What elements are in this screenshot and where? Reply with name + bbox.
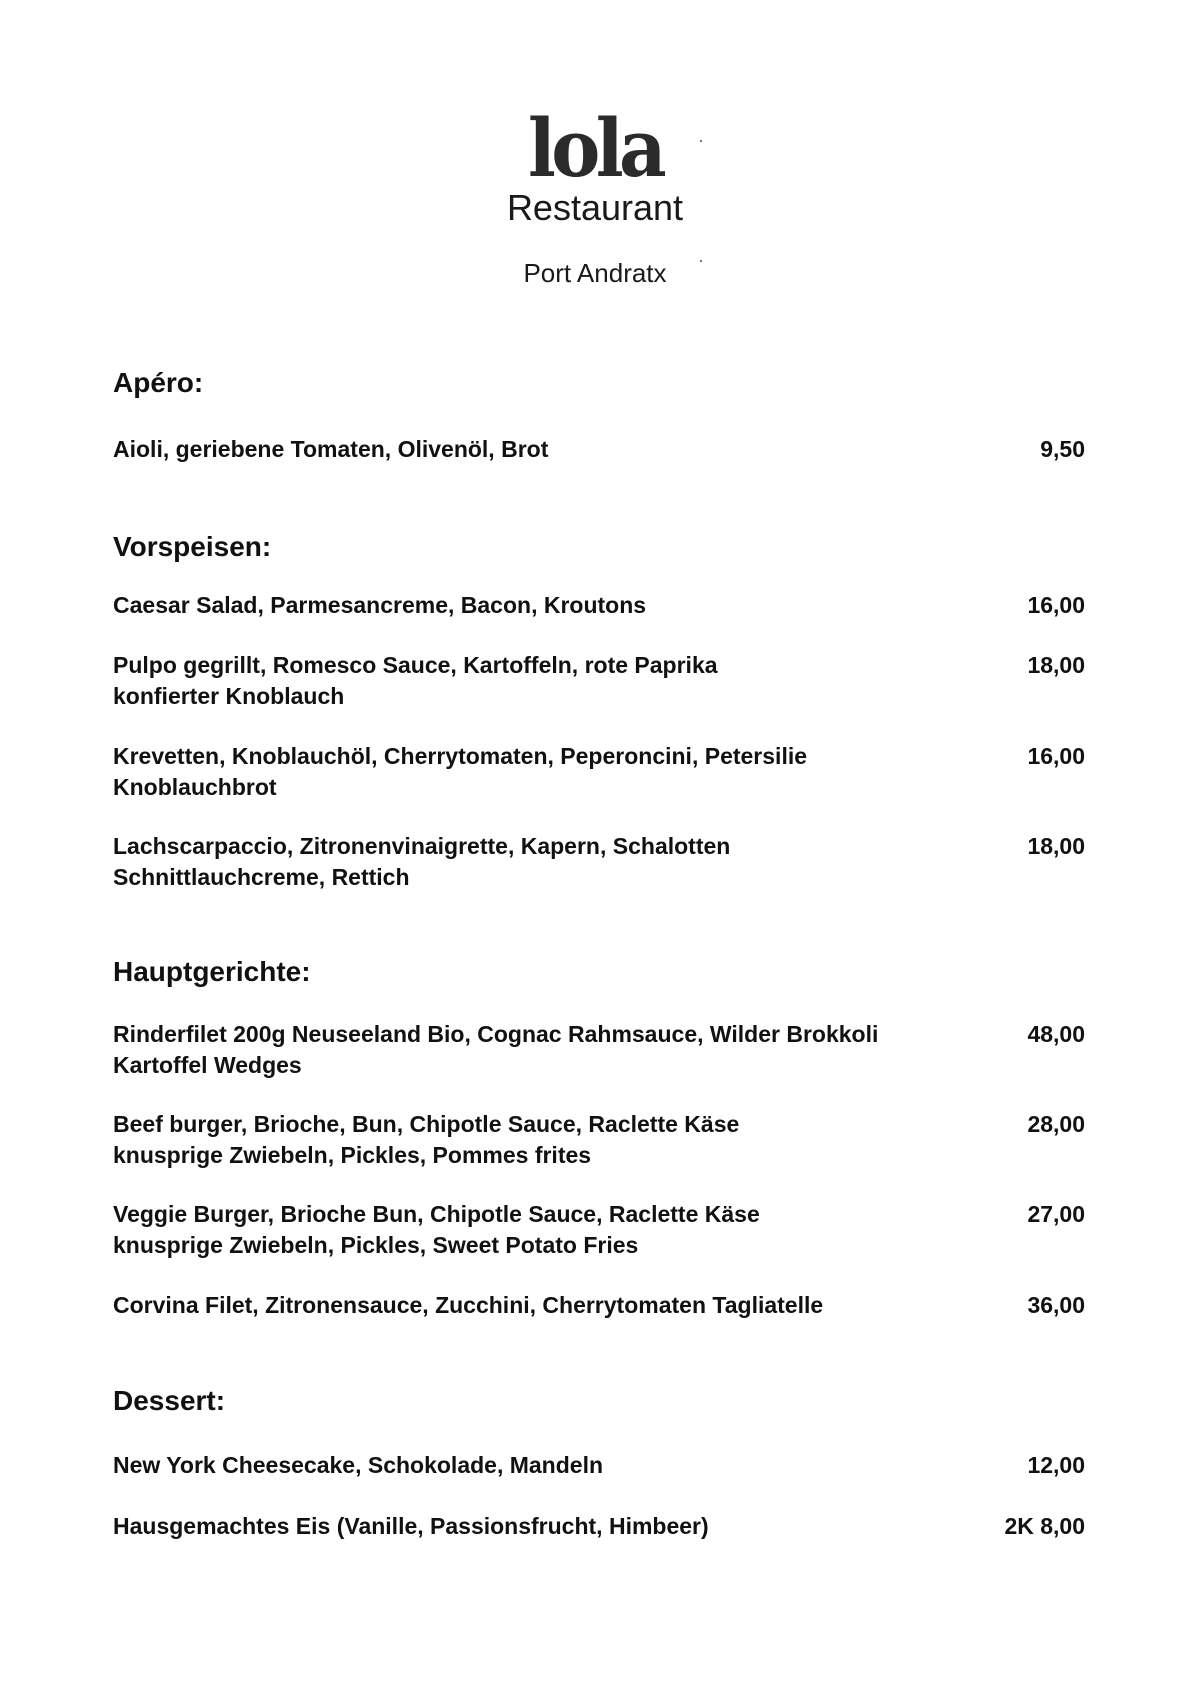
- section-title: Hauptgerichte:: [113, 956, 311, 987]
- item-price: 36,00: [1027, 1292, 1085, 1318]
- item-price: 16,00: [1027, 592, 1085, 618]
- item-price: 18,00: [1027, 652, 1085, 678]
- item-price: 9,50: [1040, 436, 1085, 462]
- menu-item: [113, 1511, 1085, 1542]
- menu-item: [113, 1019, 1085, 1081]
- item-description-line: konfierter Knoblauch: [113, 683, 345, 709]
- menu-item: [113, 1109, 1085, 1171]
- section-title: Dessert:: [113, 1385, 226, 1416]
- menu-item: [113, 1450, 1085, 1481]
- item-description-line: Beef burger, Brioche, Bun, Chipotle Sauce, Raclette Käse: [113, 1111, 740, 1137]
- item-description-line: Hausgemachtes Eis (Vanille, Passionsfrucht, Himbeer): [113, 1513, 709, 1539]
- menu-header: [0, 101, 1190, 288]
- item-description-line: Lachscarpaccio, Zitronenvinaigrette, Kapern, Schalotten: [113, 833, 731, 859]
- section-title: Apéro:: [113, 367, 204, 398]
- item-description-line: Schnittlauchcreme, Rettich: [113, 864, 410, 890]
- menu-item: [113, 741, 1085, 803]
- section-hauptgerichte: [113, 955, 1085, 1318]
- item-price: 48,00: [1027, 1021, 1085, 1047]
- item-price: 2K 8,00: [1004, 1513, 1085, 1539]
- item-price: 16,00: [1027, 743, 1085, 769]
- item-description: [113, 1290, 973, 1321]
- decorative-dot: [700, 260, 702, 262]
- restaurant-logo: lola: [527, 101, 663, 195]
- item-price: 12,00: [1027, 1452, 1085, 1478]
- item-description-line: Kartoffel Wedges: [113, 1052, 302, 1078]
- menu-item: [113, 590, 1085, 621]
- item-description: [113, 434, 973, 465]
- item-description: [113, 741, 973, 803]
- item-description: [113, 590, 973, 621]
- section-vorspeisen: [113, 530, 1085, 890]
- section-dessert: [113, 1384, 1085, 1539]
- item-description-line: Aioli, geriebene Tomaten, Olivenöl, Brot: [113, 436, 549, 462]
- menu-item: [113, 1290, 1085, 1321]
- item-description-line: New York Cheesecake, Schokolade, Mandeln: [113, 1452, 604, 1478]
- decorative-dot: [700, 140, 702, 142]
- menu-item: [113, 1199, 1085, 1261]
- item-description-line: knusprige Zwiebeln, Pickles, Pommes frites: [113, 1142, 592, 1168]
- section-title: Vorspeisen:: [113, 531, 272, 562]
- section-apero: [113, 366, 1085, 462]
- item-description-line: knusprige Zwiebeln, Pickles, Sweet Potato Fries: [113, 1232, 639, 1258]
- item-description: [113, 1511, 973, 1542]
- item-description-line: Corvina Filet, Zitronensauce, Zucchini, Cherrytomaten Tagliatelle: [113, 1292, 824, 1318]
- item-description: [113, 831, 973, 893]
- item-price: 28,00: [1027, 1111, 1085, 1137]
- item-description: [113, 650, 973, 712]
- restaurant-location: Port Andratx: [523, 258, 667, 288]
- item-description-line: Caesar Salad, Parmesancreme, Bacon, Kroutons: [113, 592, 647, 618]
- item-description: [113, 1109, 973, 1171]
- item-description-line: Knoblauchbrot: [113, 774, 277, 800]
- item-description-line: Rinderfilet 200g Neuseeland Bio, Cognac Rahmsauce, Wilder Brokkoli: [113, 1021, 879, 1047]
- menu-item: [113, 831, 1085, 893]
- item-price: 18,00: [1027, 833, 1085, 859]
- item-description-line: Krevetten, Knoblauchöl, Cherrytomaten, Peperoncini, Petersilie: [113, 743, 808, 769]
- item-description: [113, 1450, 973, 1481]
- item-price: 27,00: [1027, 1201, 1085, 1227]
- item-description-line: Pulpo gegrillt, Romesco Sauce, Kartoffeln, rote Paprika: [113, 652, 718, 678]
- restaurant-subtitle: Restaurant: [506, 187, 684, 228]
- menu-item: [113, 434, 1085, 465]
- item-description-line: Veggie Burger, Brioche Bun, Chipotle Sauce, Raclette Käse: [113, 1201, 760, 1227]
- item-description: [113, 1199, 973, 1261]
- item-description: [113, 1019, 973, 1081]
- menu-item: [113, 650, 1085, 712]
